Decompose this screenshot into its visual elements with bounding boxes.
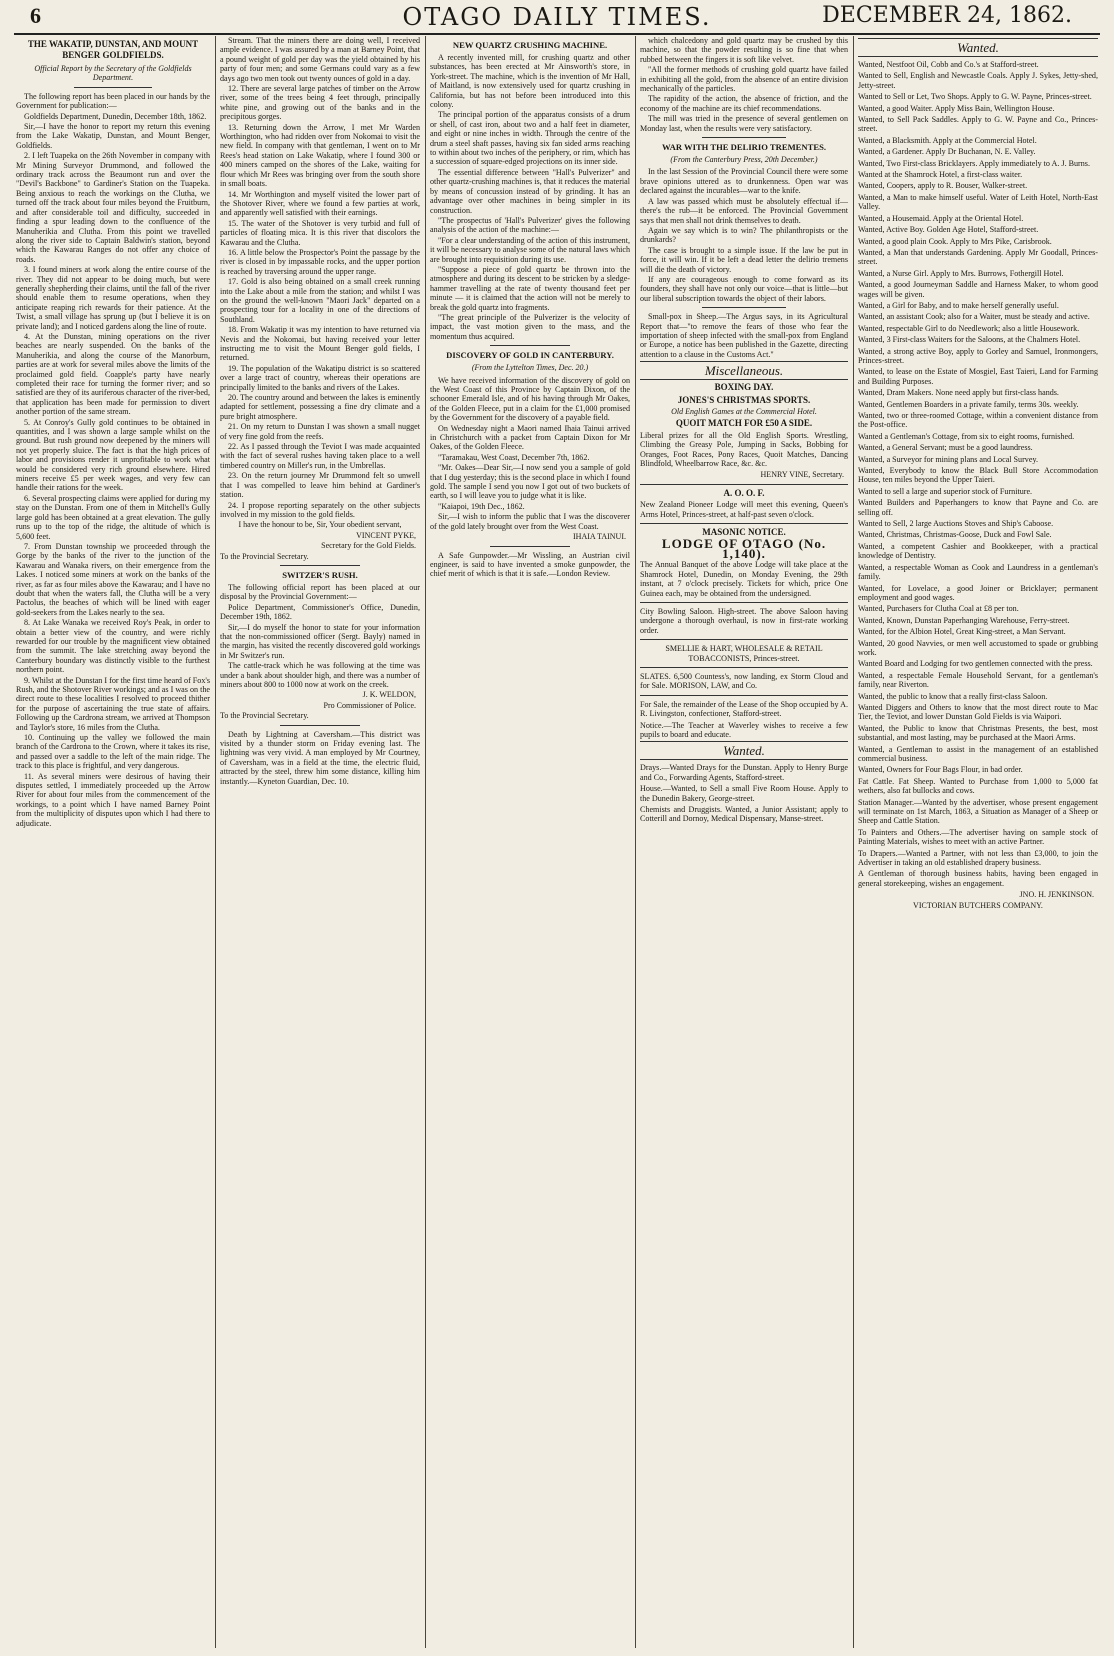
delirio-source: (From the Canterbury Press, 20th December.)	[670, 155, 818, 165]
classified-ad: Wanted, a Blacksmith. Apply at the Commercial Hotel.	[858, 135, 1037, 145]
switzers-rush-body	[220, 583, 420, 689]
divider	[280, 725, 360, 726]
divider	[640, 639, 848, 640]
classified-ad: Wanted, an assistant Cook; also for a Waiter, must be steady and active.	[858, 312, 1090, 322]
paragraph: 22. As I passed through the Teviot I was made acquainted with the fact of several rushes having taken place to a well timbered country on Miller's run, in the Umbrellas.	[220, 442, 420, 470]
lodge-text: The Annual Banquet of the above Lodge will take place at the Shamrock Hotel, Dunedin, on Monday Evening, the 29th instant, at 7 o'clock precisely. Tickets for which, price One Guinea each, may be obtained from the undersigned.	[640, 560, 848, 598]
classified-ad: Wanted, to Sell Pack Saddles. Apply to G. W. Payne and Co., Princes-street.	[858, 115, 1098, 134]
classified-ad: Wanted to Sell, 2 large Auctions Stoves and Ship's Caboose.	[858, 519, 1054, 529]
canterbury-gold-source: (From the Lyttelton Times, Dec. 20.)	[471, 363, 589, 373]
smallpox-item: Small-pox in Sheep.—The Argus says, in its Agricultural Report that—"to remove the fears of those who fear the importation of sheep infected with the small-pox from England or Europe, a notice has been published in the Gazette, directing attention to a clause in the Customs Act."	[640, 312, 848, 359]
christmas-sports-heading: JONES'S CHRISTMAS SPORTS.	[677, 394, 811, 405]
classified-ad: Wanted, two or three-roomed Cottage, within a convenient distance from the Post-office.	[858, 411, 1098, 430]
paragraph: 15. The water of the Shotover is very turbid and full of particles of floating mica. It is this river that discolors the Kawarau and the Clutha.	[220, 218, 420, 247]
classified-ad: Fat Cattle. Fat Sheep. Wanted to Purchase from 1,000 to 5,000 fat wethers, also fat bullocks and cows.	[858, 776, 1098, 796]
wanted-ads-title: Wanted.	[858, 38, 1098, 57]
divider	[280, 565, 360, 566]
paragraph: 14. Mr Worthington and myself visited the lower part of the Shotover River, where we found a few parties at work, and apparently well satisfied with their earnings.	[220, 189, 420, 218]
classified-ad: Wanted, a good Waiter. Apply Miss Bain, Wellington House.	[858, 103, 1055, 113]
classified-ad: Wanted, Known, Dunstan Paperhanging Warehouse, Ferry-street.	[858, 615, 1070, 625]
classified-ad: Wanted, a Housemaid. Apply at the Oriental Hotel.	[858, 213, 1024, 223]
classified-ad: Wanted, a Gardener. Apply Dr Buchanan, N. E. Valley.	[858, 147, 1036, 157]
classified-ad: Wanted to Sell or Let, Two Shops. Apply to G. W. Payne, Princes-street.	[858, 92, 1092, 102]
paragraph: A law was passed which must be absolutely effectual if—there's the rub—it be enforced. The Provincial Government says that men shall not drink themselves to death.	[640, 196, 848, 225]
classified-ad: Wanted, Dram Makers. None need apply but first-class hands.	[858, 388, 1059, 398]
report-signature: VINCENT PYKE,	[356, 530, 416, 540]
classified-ad: Wanted, a respectable Female Household Servant, for a gentleman's family, near Riverton.	[858, 670, 1098, 690]
classified-ad: Wanted, the public to know that a really first-class Saloon.	[858, 691, 1048, 701]
paragraph: Goldfields Department, Dunedin, December 18th, 1862.	[24, 111, 207, 121]
column-2	[220, 36, 420, 1646]
classified-ad: Wanted to sell a large and superior stock of Furniture.	[858, 486, 1033, 496]
divider	[702, 307, 785, 308]
column-rule	[635, 36, 636, 1648]
report-closing: I have the honour to be, Sir, Your obedient servant,	[238, 520, 402, 530]
smellie-ad: SMELLIE & HART, WHOLESALE & RETAIL TOBACCONISTS, Princes-street.	[665, 644, 823, 663]
column-3	[430, 36, 630, 1646]
ads-signature-1: JNO. H. JENKINSON.	[1019, 890, 1094, 900]
rush-addressee: To the Provincial Secretary.	[220, 711, 309, 721]
switzers-rush-heading: SWITZER'S RUSH.	[282, 569, 358, 580]
masonic-heading: MASONIC NOTICE.	[702, 527, 786, 538]
old-english-games: Old English Games at the Commercial Hotel.	[671, 407, 817, 416]
classified-ad: Wanted, Nestfoot Oil, Cobb and Co.'s at Stafford-street.	[858, 60, 1039, 69]
column-rule	[425, 36, 426, 1648]
divider	[490, 546, 570, 547]
masthead	[0, 0, 1114, 34]
classified-ad: Wanted at the Shamrock Hotel, a first-class waiter.	[858, 170, 1023, 180]
canterbury-gold-heading: DISCOVERY OF GOLD IN CANTERBURY.	[446, 350, 614, 361]
paragraph: 3. I found miners at work along the entire course of the river. They did not appear to be doing much, but were generally shepherding their claims, until the fall of the river should enable them to resume operations, when they anticipate reaping rich rewards for their patience. At the Twist, a small village has sprung up (but I believe it is on private land); and I noticed gardens along the line of route.	[16, 265, 210, 331]
classified-ad: Wanted, a Girl for Baby, and to make herself generally useful.	[858, 300, 1059, 310]
classified-ad: Wanted, Purchasers for Clutha Coal at £8 per ton.	[858, 604, 1019, 614]
classified-ad: Wanted, a good plain Cook. Apply to Mrs Pike, Carisbrook.	[858, 236, 1052, 246]
paragraph: The rapidity of the action, the absence of friction, and the economy of the machine are its chief recommendations.	[640, 94, 848, 113]
column-1	[16, 36, 210, 1646]
wanted-section-title: Wanted.	[640, 741, 848, 760]
classified-ad: Wanted, the Public to know that Christmas Presents, the best, most substantial, and most lasting, may be purchased at the Maori Arms.	[858, 723, 1098, 743]
paragraph: We have received information of the discovery of gold on the West Coast of this Province by Captain Dixon, of the schooner Emerald Isle, and of his having through Mr Oakes, of the Golden Fleece, put in a claim for the £1,000 promised by the Government for the discovery of a payable field.	[430, 375, 630, 423]
boxing-day-heading: BOXING DAY.	[714, 382, 774, 393]
paragraph: In the last Session of the Provincial Council there were some brave opinions uttered as to drunkenness. Open war was declared against the incurables—war to the knife.	[640, 167, 848, 196]
classified-ad: Wanted Builders and Paperhangers to know that Payne and Co. are selling off.	[858, 498, 1098, 517]
classified-ad: Wanted, a Gentleman to assist in the management of an established commercial business.	[858, 744, 1098, 763]
classified-ad: Wanted, Owners for Four Bags Flour, in bad order.	[858, 765, 1023, 775]
classified-ad: Station Manager.—Wanted by the advertiser, whose present engagement will terminate on 1st March, 1863, a Situation as Manager of a Sheep or Sheep and Cattle Station.	[858, 797, 1098, 826]
ads-signature-2: VICTORIAN BUTCHERS COMPANY.	[913, 900, 1043, 910]
divider	[490, 345, 570, 346]
classified-ad: Wanted Diggers and Others to know that the most direct route to Mac Tier, the Teviot, and lower Dunstan Gold Fields is via Waipori.	[858, 702, 1098, 722]
classified-ad: Wanted, for Lovelace, a good Joiner or Bricklayer; permanent employment and good wages.	[858, 583, 1098, 602]
paragraph: Again we say which is to win? The philanthropists or the drunkards?	[640, 225, 848, 245]
paragraph: "The great principle of the Pulverizer is the velocity of impact, the vast motion given to the mass, and the momentum thus acquired.	[430, 312, 630, 341]
paragraph: "All the former methods of crushing gold quartz have failed in exhibiting all the gold, from the absence of an entire division mechanically of the particles.	[640, 65, 848, 94]
paragraph: which chalcedony and gold quartz may be crushed by this machine, so that the powder resulting is so fine that when rubbed between the fingers it is soft like velvet.	[640, 36, 848, 64]
divider	[702, 137, 785, 138]
classified-ad: Wanted, Active Boy. Golden Age Hotel, Stafford-street.	[858, 225, 1039, 235]
masthead-rule	[14, 33, 1100, 35]
classified-ad: Wanted, respectable Girl to do Needlework; also a little Housework.	[858, 323, 1080, 333]
rush-signature: J. K. WELDON,	[362, 690, 416, 700]
classified-ad: Wanted Board and Lodging for two gentlemen connected with the press.	[858, 659, 1093, 669]
classified-ad: To Painters and Others.—The advertiser having on sample stock of Painting Materials, wishes to meet with an active Partner.	[858, 827, 1098, 847]
paragraph: 6. Several prospecting claims were applied for during my stay on the Dunstan. From one of them in Mitchell's Gully large gold has been obtained at a great elevation. The gully runs up to the top of the ridge, the altitude of which is 5,600 feet.	[16, 493, 210, 541]
paragraph: 17. Gold is also being obtained on a small creek running into the Lake about a mile from the station; and whilst I was on the ground the well-known "Maori Jack" departed on a prospecting tour for a locality in one of the directions of Southland.	[220, 277, 420, 324]
classified-ad: Wanted to Sell, English and Newcastle Coals. Apply J. Sykes, Jetty-shed, Jetty-street.	[858, 71, 1098, 90]
slates-ad: SLATES. 6,500 Countess's, now landing, ex Storm Cloud and for Sale. MORISON, LAW, and Co.	[640, 671, 848, 691]
paragraph: 23. On the return journey Mr Drummond felt so unwell that I was compelled to leave him behind at Gardiner's station.	[220, 471, 420, 500]
quartz-machine-body	[430, 53, 630, 341]
aof-text: New Zealand Pioneer Lodge will meet this evening, Queen's Arms Hotel, Princes-street, at half-past seven o'clock.	[640, 500, 848, 519]
delirio-heading: WAR WITH THE DELIRIO TREMENTES.	[661, 142, 827, 153]
goldfields-report-body	[16, 92, 210, 828]
classified-ad: A Gentleman of thorough business habits, having been engaged in general storekeeping, wishes an engagement.	[858, 869, 1098, 888]
paragraph: 19. The population of the Wakatipu district is so scattered over a large tract of country, whereas their operations are principally limited to the banks and rivers of the Lakes.	[220, 363, 420, 392]
column-rule	[853, 36, 854, 1648]
canterbury-signature: IHAIA TAINUI.	[573, 532, 626, 542]
column-4	[640, 36, 848, 1646]
paragraph: 20. The country around and between the lakes is eminently adapted for settlement, possessing a fine dry climate and a pure bright atmosphere.	[220, 393, 420, 421]
wanted-ads-list	[858, 60, 1098, 888]
house-ad: House.—Wanted, to Sell a small Five Room House. Apply to the Dunedin Bakery, George-street.	[640, 784, 848, 803]
canterbury-gold-body	[430, 376, 630, 532]
paragraph: Police Department, Commissioner's Office, Dunedin, December 19th, 1862.	[220, 602, 420, 622]
column-5	[858, 36, 1098, 1646]
paragraph: The principal portion of the apparatus consists of a drum or shell, of cast iron, about two and a half feet in diameter, and eight or nine inches in width. Through the centre of the drum a steel shaft passes, having six fan sided arms reaching to within about two inches of the periphery, or rim, which has a succession of square-edged projections on its inner side.	[430, 110, 630, 167]
paragraph: Sir,—I wish to inform the public that I was the discoverer of the gold lately brought over from the West Coast.	[430, 512, 630, 531]
report-addressee: To the Provincial Secretary.	[220, 551, 309, 561]
paragraph: "For a clear understanding of the action of this instrument, it will be necessary to analyse some of the natural laws which are brought into requisition during its use.	[430, 235, 630, 264]
classified-ad: Wanted, a Man that understands Gardening. Apply Mr Goodall, Princes-street.	[858, 247, 1098, 267]
classified-ad: Wanted, a good Journeyman Saddle and Harness Maker, to whom good wages will be given.	[858, 280, 1098, 299]
paragraph: The following official report has been placed at our disposal by the Provincial Government:—	[220, 582, 420, 602]
classified-ad: Wanted, a respectable Woman as Cook and Laundress in a gentleman's family.	[858, 562, 1098, 582]
paragraph: "The prospectus of 'Hall's Pulverizer' gives the following analysis of the action of the machine:—	[430, 215, 630, 235]
column-rule	[215, 36, 216, 1648]
paragraph: 13. Returning down the Arrow, I met Mr Warden Worthington, who had ridden over from Nokomai to visit the new field. In company with that gentleman, I went on to Mr Rees's head station on Lake Wakatip, where I found 300 or 400 miners camped on the shores of the Lake, waiting for flour which Mr Rees was bringing over from the south shore in small boats.	[220, 122, 420, 189]
classified-ad: Wanted, to lease on the Estate of Mosgiel, East Taieri, Land for Farming and Building Purposes.	[858, 367, 1098, 386]
delirio-body	[640, 167, 848, 303]
paragraph: If any are courageous enough to come forward as its founders, they shall have not only our voice—that is little—but our liberal subscription towards the object of their labors.	[640, 274, 848, 303]
paragraph: The case is brought to a simple issue. If the law be put in force, it will win. If it be left a dead letter the delirio tremens will die the death of victory.	[640, 245, 848, 274]
classified-ad: Wanted a Gentleman's Cottage, from six to eight rooms, furnished.	[858, 431, 1075, 441]
drays-ad: Drays.—Wanted Drays for the Dunstan. Apply to Henry Burge and Co., Forwarding Agents, Stafford-street.	[640, 763, 848, 782]
paragraph: 16. A little below the Prospector's Point the passage by the river is closed in by impassable rocks, and the upper portion is reached by traversing around the upper range.	[220, 247, 420, 276]
classified-ad: Wanted, a Man to make himself useful. Water of Leith Hotel, North-East Valley.	[858, 192, 1098, 212]
quartz-continued	[640, 36, 848, 133]
paragraph: 24. I propose reporting separately on the other subjects involved in my mission to the gold fields.	[220, 500, 420, 519]
classified-ad: Wanted, for the Albion Hotel, Great King-street, a Man Servant.	[858, 627, 1066, 637]
goldfields-report-continued	[220, 36, 420, 519]
goldfields-report-heading: THE WAKATIP, DUNSTAN, AND MOUNT BENGER GOLDFIELDS.	[27, 39, 199, 60]
paragraph: "Mr. Oakes—Dear Sir,—I now send you a sample of gold that I dug yesterday; this is the second place in which I found gold. The sample I send you now I got out of two buckets of earth, so I will leave you to judge what it is like.	[430, 463, 630, 501]
classified-ad: Wanted, Coopers, apply to R. Bouser, Walker-street.	[858, 181, 1028, 191]
paragraph: 21. On my return to Dunstan I was shown a small nugget of very fine gold from the reefs.	[220, 422, 420, 441]
divider	[640, 484, 848, 485]
miscellaneous-section-title: Miscellaneous.	[640, 361, 848, 380]
paragraph: A recently invented mill, for crushing quartz and other substances, has been erected at Mr Ainsworth's store, in York-street. The machine, which is the invention of Mr Hall, of Maitland, is now extensively used for quartz crushing in California, but has not before been introduced into this colony.	[430, 53, 630, 110]
paragraph: The mill was tried in the presence of several gentlemen on Monday last, when the results were very satisfactory.	[640, 114, 848, 133]
classified-ad: Wanted, Christmas, Christmas-Goose, Duck and Fowl Sale.	[858, 530, 1052, 540]
paragraph: 2. I left Tuapeka on the 26th November in company with Mr Mining Surveyor Drummond, and followed the ordinary track across the Beaumont run and over the "Devil's Backbone" to Gardiner's Station on the Tuapeka. Being anxious to reach the workings on the Clutha, we turned off the track about four miles beyond the Fruitburn, and after considerable toil and difficulty, succeeded in finding a spur leading down to the confluence of the Manuherikia and Clutha. From this point we travelled along the river side to Captain Baldwin's station, beyond which the Kawarau Ranges do not offer any choice of roads.	[16, 151, 210, 264]
paragraph: 7. From Dunstan township we proceeded through the Gorge by the banks of the river to the junction of the Kawarau and Wanaka rivers, on their emergence from the Lakes. I noticed some miners at work on the banks of the river, as far as four miles above the Kawarau; and I have no doubt that when the waters fall, the Clutha will be a very Pactolus, the beaches of which will be lined with eager gold-seekers from the Lakes nearly to the sea.	[16, 541, 210, 617]
safe-gunpowder-item: A Safe Gunpowder.—Mr Wissling, an Austrian civil engineer, is said to have invented a smoke gunpowder, the chief merit of which is that it is safe.—London Review.	[430, 550, 630, 579]
page-number: 6	[30, 3, 41, 28]
classified-ad: Wanted, 3 First-class Waiters for the Saloons, at the Chalmers Hotel.	[858, 335, 1081, 345]
paragraph: Sir,—I have the honor to report my return this evening from the Lake Wakatip, Dunstan, and Mount Benger, Goldfields.	[16, 122, 210, 150]
paragraph: 5. At Conroy's Gully gold continues to be obtained in quantities, and I was shown a large sample whilst on the ground. But rush ground now deepened by the miners will not yet properly sluice. The fact is that the high prices of labor and provisions render it unprofitable to work what would be considered very rich ground elsewhere. Hired miners receive £5 per week wages, and very few can handle their rations for the week.	[16, 417, 210, 493]
paragraph: Sir,—I do myself the honor to state for your information that the non-commissioned officer (Sergt. Bayly) named in the margin, has visited the recently discovered gold workings in Mr Switzer's run.	[220, 622, 420, 660]
paragraph: "Taramakau, West Coast, December 7th, 1862.	[438, 452, 590, 462]
quoit-match-text: Liberal prizes for all the Old English Sports. Wrestling, Climbing the Greasy Pole, Jumping in Sacks, Bobbing for Oranges, Foot Races, Pony Races, Quoit Matches, Dancing Blindfold, Wheelbarrow Race, &c. &c.	[640, 430, 848, 469]
notice-ad: Notice.—The Teacher at Waverley wishes to receive a few pupils to board and educate.	[640, 720, 848, 739]
aof-heading: A. O. O. F.	[723, 487, 765, 498]
lightning-item: Death by Lightning at Caversham.—This district was visited by a thunder storm on Friday evening last. The lightning was very vivid. A man employed by Mr Courtney, of Caversham, was in a field at the time, the electric fluid, attracted by the steel, threw him some distance, killing him instantly.—Kyneton Guardian, Dec. 10.	[220, 729, 420, 786]
paragraph: The following report has been placed in our hands by the Government for publication:—	[16, 91, 210, 111]
paragraph: 18. From Wakatip it was my intention to have returned via Nevis and the Nokomai, but having received your letter instructing me to visit the Mount Benger gold fields, I returned.	[220, 325, 420, 363]
for-sale-ad: For Sale, the remainder of the Lease of the Shop occupied by A. R. Livingston, confectioner, Stafford-street.	[640, 699, 848, 719]
classified-ad: Wanted, a strong active Boy, apply to Gorley and Samuel, Ironmongers, Princes-street.	[858, 346, 1098, 365]
classified-ad: Wanted, Two First-class Bricklayers. Apply immediately to A. J. Burns.	[858, 158, 1090, 168]
paragraph: The essential difference between "Hall's Pulverizer" and other quartz-crushing machines is, that it reduces the material by means of concussion instead of by grinding. It has an advantage over other machines in being simpler in its construction.	[430, 167, 630, 215]
paragraph: 8. At Lake Wanaka we received Roy's Peak, in order to obtain a better view of the country, and were richly rewarded for our trouble by the magnificent view obtained from the summit. The lake stretching away beyond the Canterbury boundary was distinctly visible to the furthest northern point.	[16, 618, 210, 675]
paragraph: 9. Whilst at the Dunstan I for the first time heard of Fox's Rush, and the Shotover River workings; and as I was on the direct route to these localities I resolved to proceed thither for the purpose of ascertaining the true state of affairs. Following up the Cardrona stream, we arrived at Thompson and Taylor's store, 16 miles from the Clutha.	[16, 675, 210, 732]
quartz-machine-heading: NEW QUARTZ CRUSHING MACHINE.	[452, 40, 608, 50]
quoit-signature: HENRY VINE, Secretary.	[760, 470, 844, 480]
classified-ad: Wanted, Gentlemen Boarders in a private family, terms 30s. weekly.	[858, 399, 1079, 409]
quoit-match-heading: QUOIT MATCH FOR £50 A SIDE.	[675, 418, 813, 429]
paragraph: Stream. That the miners there are doing well, I received ample evidence. I was assured by a man at Barney Point, that a pound weight of gold per day was the yield obtained by his party of four men; and some Germans could vary as a few days ago two men took out twenty ounces of gold in a day.	[220, 36, 420, 83]
bowling-ad: City Bowling Saloon. High-street. The above Saloon having undergone a thorough overhaul, is now in first-rate working order.	[640, 606, 848, 635]
paragraph: 12. There are several large patches of timber on the Arrow river, some of the trees being 4 feet through, principally white pine, and growing out of the banks and in the precipitous gorges.	[220, 84, 420, 122]
divider	[74, 87, 152, 88]
rush-signature-title: Pro Commissioner of Police.	[323, 700, 416, 710]
paragraph: 10. Continuing up the valley we followed the main branch of the Cardrona to the Crown, where it takes its rise, and passed over a saddle to the left of the main ridge. The track to this place is frightful, and very dangerous.	[16, 733, 210, 771]
classified-ad: Wanted, a General Servant; must be a good laundress.	[858, 443, 1033, 453]
paragraph: "Kaiapoi, 19th Dec., 1862.	[438, 501, 525, 511]
paragraph: 11. As several miners were desirous of having their disputes settled, I immediately proceeded up the Arrow River for about four miles from the commencement of the workings, to a point which I have named Barney Point from the multiplicity of disputes upon which I had there to adjudicate.	[16, 771, 210, 828]
divider	[640, 602, 848, 603]
divider	[640, 667, 848, 668]
divider	[640, 523, 848, 524]
chemists-ad: Chemists and Druggists. Wanted, a Junior Assistant; apply to Cotterill and Dornoy, Medical Dispensary, Manse-street.	[640, 805, 848, 824]
paragraph: On Wednesday night a Maori named Ihaia Tainui arrived in Christchurch with a packet from Captain Dixon for Mr Oakes, of the Golden Fleece.	[430, 423, 630, 452]
classified-ad: Wanted, a competent Cashier and Bookkeeper, with a practical knowledge of Dentistry.	[858, 541, 1098, 561]
divider	[640, 695, 848, 696]
classified-ad: Wanted, a Nurse Girl. Apply to Mrs. Burrows, Fothergill Hotel.	[858, 268, 1064, 278]
classified-ad: Wanted, Everybody to know the Black Bull Store Accommodation House, ten miles beyond the Upper Taieri.	[858, 466, 1098, 485]
classified-ad: Wanted, 20 good Navvies, or men well accustomed to spade or grubbing work.	[858, 638, 1098, 657]
goldfields-report-subheading: Official Report by the Secretary of the Goldfields Department.	[34, 64, 192, 83]
paragraph: 4. At the Dunstan, mining operations on the river beaches are nearly suspended. On the banks of the Manuherikia, and along the course of the Manorburn, parties are at work for several miles above the limits of the proclaimed gold field. Coapple's party have nearly completed their race for turning the former river; and so satisfied are they of its auriferous character of the river-bed, that application has been made for permission to divert another portion of the same stream.	[16, 331, 210, 417]
paragraph: The cattle-track which he was following at the time was under a bank about shoulder high, and there was a number of miners about 800 to 1000 now at work on the creek.	[220, 661, 420, 689]
classified-ad: Wanted, a Surveyor for mining plans and Local Survey.	[858, 454, 1038, 464]
paragraph: "Suppose a piece of gold quartz be thrown into the atmosphere and during its descent to be stricken by a sledge-hammer travelling at the rate of twenty thousand feet per minute — it is claimed that the action will not be merely to break the gold quartz into fragments.	[430, 264, 630, 312]
issue-date: DECEMBER 24, 1862.	[822, 3, 1072, 28]
report-signature-title: Secretary for the Gold Fields.	[321, 541, 416, 551]
lodge-heading: LODGE OF OTAGO (No. 1,140).	[661, 536, 827, 561]
newspaper-title: OTAGO DAILY TIMES.	[402, 3, 712, 31]
classified-ad: To Drapers.—Wanted a Partner, with not less than £3,000, to join the Advertiser in taking an old established drapery business.	[858, 848, 1098, 868]
